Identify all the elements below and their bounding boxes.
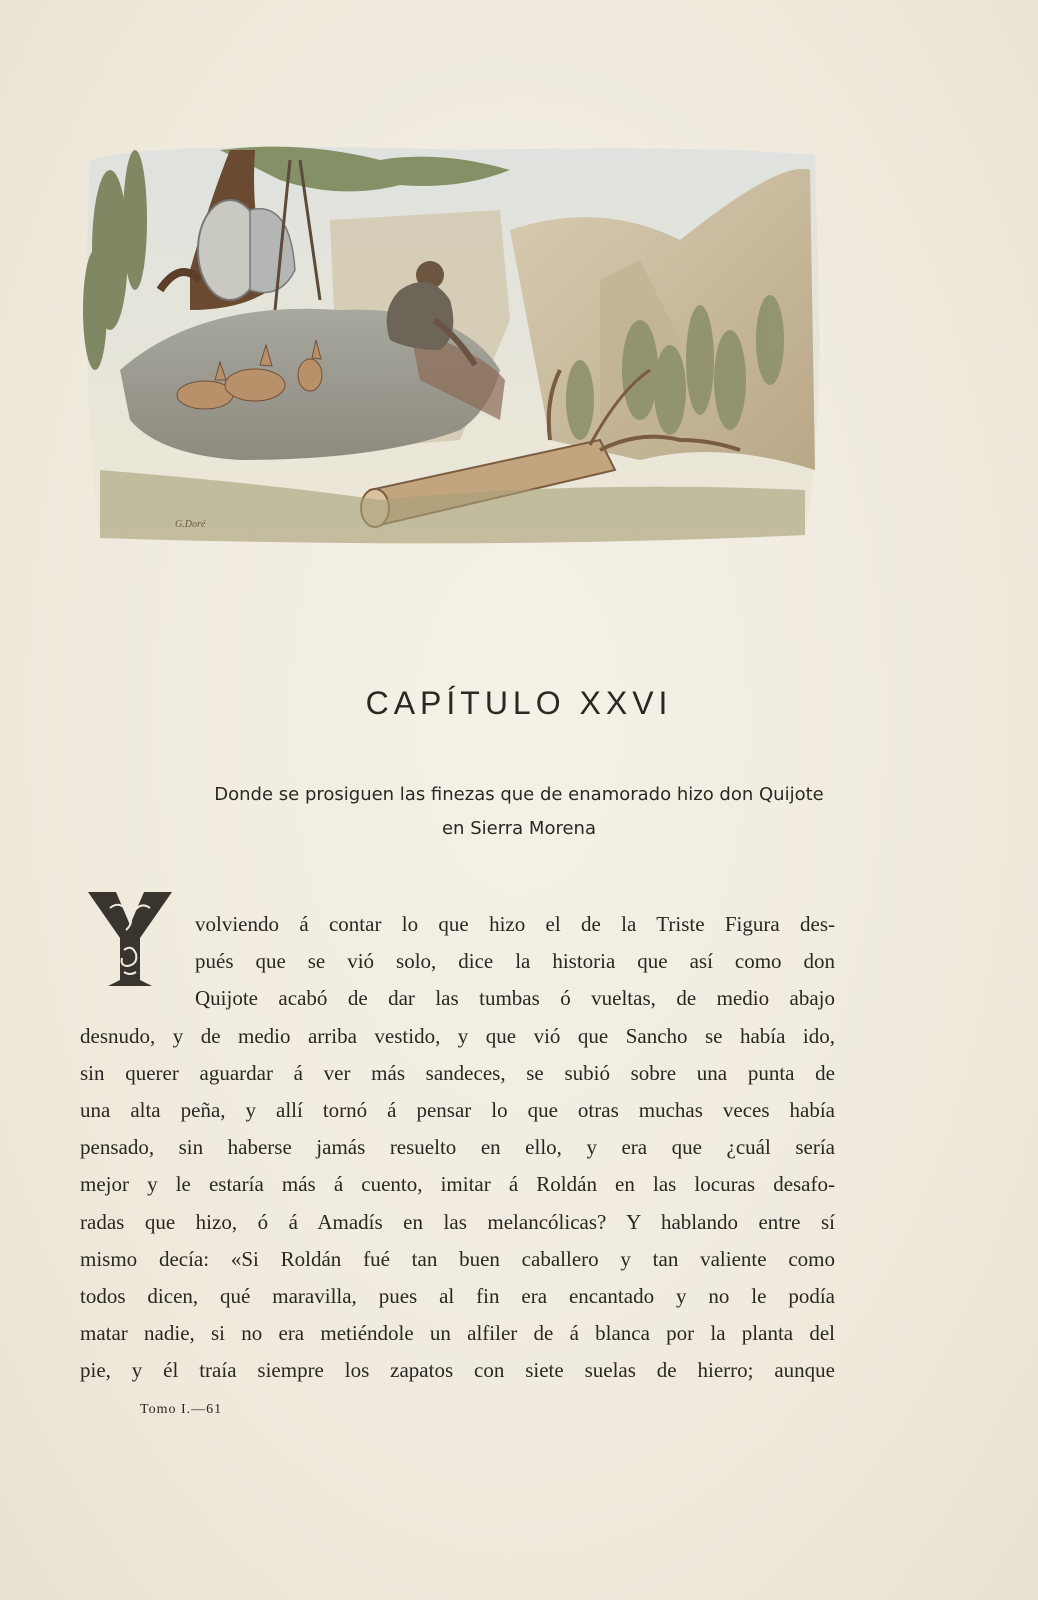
text-line: todos dicen, qué maravilla, pues al fin era encantado y no le podía — [80, 1283, 835, 1308]
body-text — [80, 906, 835, 1389]
text-line: pués que se vió solo, dice la historia que así como don — [195, 949, 835, 974]
text-line: volviendo á contar lo que hizo el de la Triste Figura des- — [195, 912, 835, 936]
text-line: radas que hizo, ó á Amadís en las melancólicas? Y hablando entre sí — [80, 1209, 835, 1234]
text-line: mismo decía: «Si Roldán fué tan buen caballero y tan valiente como — [80, 1246, 835, 1271]
text-line: matar nadie, si no era metiéndole un alfiler de á blanca por la planta del — [80, 1321, 835, 1346]
signature-mark: Tomo I.—61 — [140, 1402, 223, 1417]
chapter-subtitle — [100, 778, 938, 846]
text-line: pensado, sin haberse jamás resuelto en ello, y era que ¿cuál sería — [80, 1135, 835, 1160]
illustration-svg — [80, 140, 820, 550]
chapter-illustration — [80, 140, 820, 550]
text-line: mejor y le estaría más á cuento, imitar á Roldán en las locuras desafo- — [80, 1172, 835, 1197]
chapter-title: CAPÍTULO XXVI — [365, 685, 673, 721]
text-line: desnudo, y de medio arriba vestido, y que vió que Sancho se había ido, — [80, 1023, 835, 1048]
text-line: pie, y él traía siempre los zapatos con siete suelas de hierro; aunque — [80, 1358, 835, 1383]
subtitle-line: Donde se prosiguen las finezas que de enamorado hizo don Quijote — [214, 784, 824, 805]
illustration-signature: G.Doré — [175, 519, 206, 530]
subtitle-line: en Sierra Morena — [441, 818, 596, 839]
text-line: una alta peña, y allí tornó á pensar lo que otras muchas veces había — [80, 1097, 835, 1122]
text-line: Quijote acabó de dar las tumbas ó vueltas, de medio abajo — [195, 986, 835, 1011]
text-line: sin querer aguardar á ver más sandeces, se subió sobre una punta de — [80, 1060, 835, 1085]
